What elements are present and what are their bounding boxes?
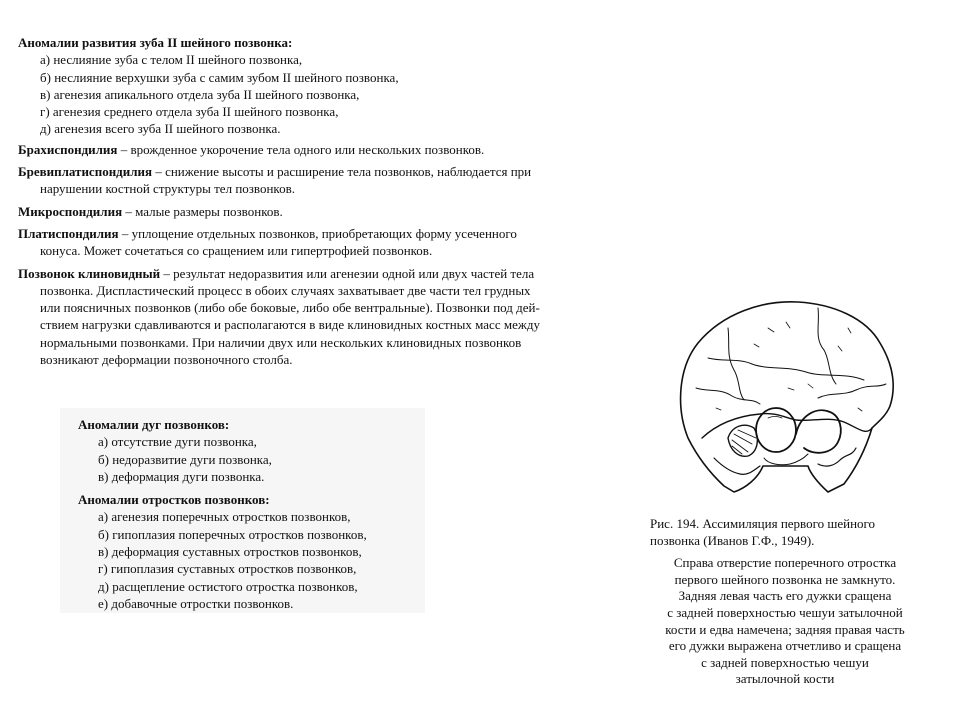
definition-continuation: нормальными позвонками. При наличии двух или нескольких клиновидных позвонков bbox=[40, 334, 522, 350]
definition-text: – малые размеры позвонков. bbox=[122, 203, 283, 219]
definition-term: Платиспондилия bbox=[18, 225, 119, 241]
text-block-arch-process-anomalies bbox=[60, 408, 425, 613]
caption-line: его дужки выражена отчетливо и сращена bbox=[668, 638, 902, 654]
section-title-axis: Аномалии развития зуба II шейного позвонка: bbox=[18, 35, 293, 50]
definition-text: – результат недоразвития или агенезии одной или двух частей тела bbox=[160, 265, 535, 281]
caption-line: первого шейного позвонка не замкнуто. bbox=[674, 571, 896, 587]
definition-brachyspondylia bbox=[18, 141, 628, 158]
definition-term: Бревиплатиспондилия bbox=[18, 164, 153, 180]
definition-continuation: или поясничных позвонков (либо обе боковые, либо обе вентральные). Позвонки под дей- bbox=[40, 300, 540, 316]
list-item: д) расщепление остистого отростка позвонков, bbox=[98, 578, 358, 594]
list-item: д) агенезия всего зуба II шейного позвонка. bbox=[40, 121, 281, 137]
definition-continuation: возникают деформации позвоночного столба. bbox=[40, 352, 293, 368]
list-item: б) недоразвитие дуги позвонка, bbox=[98, 451, 272, 467]
list-item: б) неслияние верхушки зуба с самим зубом II шейного позвонка, bbox=[40, 69, 399, 85]
definition-continuation: конуса. Может сочетаться со сращением или гипертрофией позвонков. bbox=[40, 243, 433, 259]
definition-breviplatyspondylia bbox=[18, 163, 628, 180]
section-title-arches: Аномалии дуг позвонков: bbox=[78, 417, 230, 432]
caption-title: Рис. 194. Ассимиляция первого шейного bbox=[650, 516, 876, 531]
caption-line: кости и едва намечена; задняя правая часть bbox=[665, 621, 905, 637]
section-title-processes: Аномалии отростков позвонков: bbox=[78, 492, 270, 508]
list-item: г) гипоплазия суставных отростков позвонков, bbox=[98, 561, 357, 577]
definition-text: – врожденное укорочение тела одного или нескольких позвонков. bbox=[117, 141, 485, 157]
definition-continuation: ствием нагрузки сдавливаются и располагаются в виде клиновидных костных масс между bbox=[40, 317, 540, 333]
list-item: в) агенезия апикального отдела зуба II шейного позвонка, bbox=[40, 86, 360, 102]
caption-line: с задней поверхностью чешуи bbox=[701, 654, 869, 670]
definition-term: Позвонок клиновидный bbox=[18, 265, 161, 281]
list-item: в) деформация суставных отростков позвонков, bbox=[98, 544, 362, 560]
skull-atlas-illustration bbox=[668, 288, 908, 500]
caption-line: Задняя левая часть его дужки сращена bbox=[678, 588, 892, 604]
list-item: е) добавочные отростки позвонков. bbox=[98, 595, 294, 611]
list-item: а) неслияние зуба с телом II шейного позвонка, bbox=[40, 52, 303, 68]
caption-line: затылочной кости bbox=[735, 671, 835, 687]
definition-microspondylia bbox=[18, 203, 628, 220]
caption-line: с задней поверхностью чешуи затылочной bbox=[667, 604, 903, 620]
caption-line: Справа отверстие поперечного отростка bbox=[673, 555, 897, 571]
list-item: а) отсутствие дуги позвонка, bbox=[98, 434, 257, 450]
text-block-axis-anomalies bbox=[18, 34, 628, 368]
definition-term: Брахиспондилия bbox=[18, 141, 118, 157]
definition-text: – уплощение отдельных позвонков, приобретающих форму усеченного bbox=[118, 225, 517, 241]
definition-wedge-vertebra bbox=[18, 265, 628, 282]
caption-title: позвонка (Иванов Г.Ф., 1949). bbox=[650, 532, 815, 548]
figure-caption bbox=[640, 516, 930, 688]
definition-term: Микроспондилия bbox=[18, 203, 123, 219]
list-item: г) агенезия среднего отдела зуба II шейного позвонка, bbox=[40, 104, 339, 120]
definition-text: – снижение высоты и расширение тела позвонков, наблюдается при bbox=[152, 164, 532, 180]
list-item: а) агенезия поперечных отростков позвонков, bbox=[98, 509, 351, 525]
definition-continuation: позвонка. Диспластический процесс в обоих случаях захватывает две части тел грудных bbox=[40, 282, 531, 298]
definition-continuation: нарушении костной структуры тел позвонков. bbox=[40, 181, 295, 197]
list-item: б) гипоплазия поперечных отростков позвонков, bbox=[98, 526, 367, 542]
list-item: в) деформация дуги позвонка. bbox=[98, 468, 265, 484]
definition-platyspondylia bbox=[18, 225, 628, 242]
